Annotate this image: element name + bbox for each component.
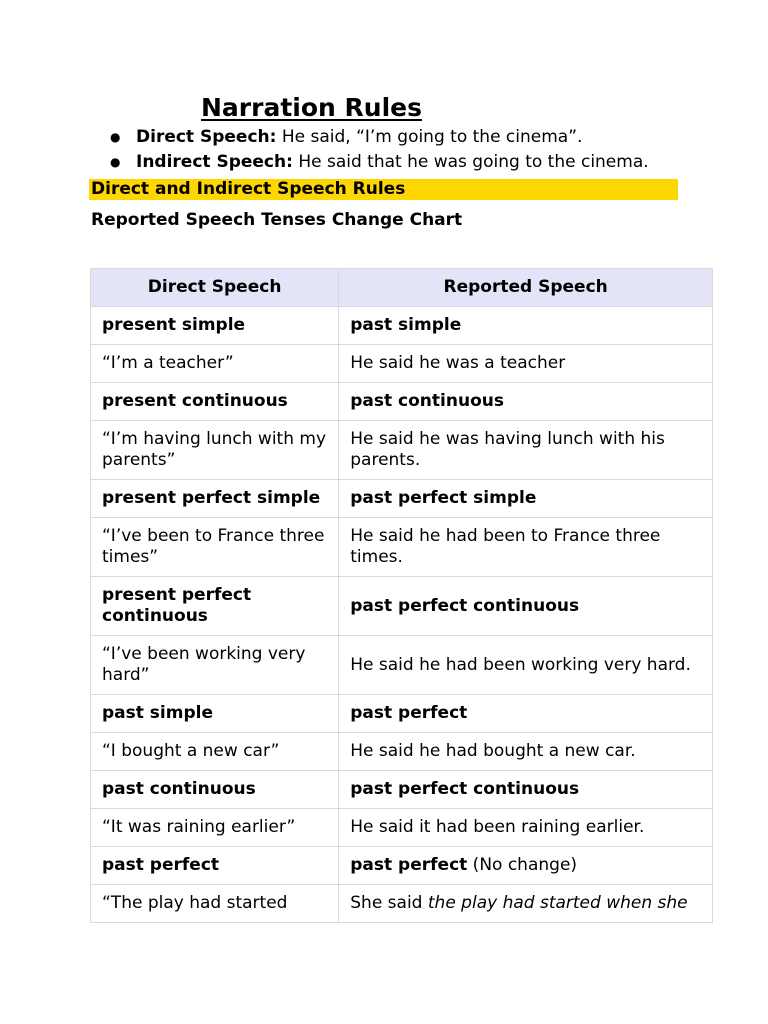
table-row — [91, 636, 713, 695]
bullet-text: He said, “I’m going to the cinema”. — [276, 127, 583, 147]
tense-change-table — [90, 268, 713, 923]
table-cell: past perfect continuous — [339, 577, 713, 636]
table-cell: He said he had bought a new car. — [339, 733, 713, 771]
table-cell — [339, 885, 713, 923]
table-cell-bold-text: past perfect — [350, 855, 468, 875]
section-heading: Reported Speech Tenses Change Chart — [91, 210, 463, 230]
table-row — [91, 345, 713, 383]
definition-list — [110, 125, 649, 175]
table-cell: present perfect simple — [91, 480, 339, 518]
table-row — [91, 307, 713, 345]
table-cell: past perfect — [91, 847, 339, 885]
bullet-label: Indirect Speech: — [136, 152, 293, 172]
table-row — [91, 885, 713, 923]
table-cell: He said it had been raining earlier. — [339, 809, 713, 847]
table-cell: present perfect continuous — [91, 577, 339, 636]
table-cell: “I’ve been to France three times” — [91, 518, 339, 577]
table-row — [91, 383, 713, 421]
column-header-reported: Reported Speech — [339, 269, 713, 307]
table-header-row — [91, 269, 713, 307]
table-row — [91, 695, 713, 733]
table-row — [91, 809, 713, 847]
table-cell-italic-text: the play had started when she — [422, 893, 688, 913]
table-cell: past simple — [91, 695, 339, 733]
table-cell: “The play had started — [91, 885, 339, 923]
table-cell: He said he had been to France three times. — [339, 518, 713, 577]
table-cell: “It was raining earlier” — [91, 809, 339, 847]
list-item — [110, 150, 649, 175]
bullet-icon: ● — [110, 130, 121, 144]
table-row — [91, 771, 713, 809]
table-row — [91, 733, 713, 771]
table-row — [91, 577, 713, 636]
table-row — [91, 847, 713, 885]
table-cell: past simple — [339, 307, 713, 345]
table-cell-note: (No change) — [467, 855, 578, 875]
table-cell-text: She said — [350, 893, 423, 913]
page-title: Narration Rules — [201, 93, 422, 122]
table-cell: “I’m a teacher” — [91, 345, 339, 383]
table-cell: He said he was having lunch with his parents. — [339, 421, 713, 480]
bullet-label: Direct Speech: — [136, 127, 277, 147]
highlighted-heading: Direct and Indirect Speech Rules — [89, 179, 678, 200]
table-cell: He said he had been working very hard. — [339, 636, 713, 695]
table-cell: past continuous — [339, 383, 713, 421]
table-row — [91, 421, 713, 480]
table-cell: “I’ve been working very hard” — [91, 636, 339, 695]
table-row — [91, 480, 713, 518]
column-header-direct: Direct Speech — [91, 269, 339, 307]
table-cell: He said he was a teacher — [339, 345, 713, 383]
bullet-icon: ● — [110, 155, 121, 169]
table-cell: present continuous — [91, 383, 339, 421]
table-cell: past continuous — [91, 771, 339, 809]
table-cell: past perfect continuous — [339, 771, 713, 809]
table-cell: present simple — [91, 307, 339, 345]
table-cell: “I bought a new car” — [91, 733, 339, 771]
table-cell — [339, 847, 713, 885]
table-cell: “I’m having lunch with my parents” — [91, 421, 339, 480]
list-item — [110, 125, 649, 150]
table-cell: past perfect — [339, 695, 713, 733]
bullet-text: He said that he was going to the cinema. — [292, 152, 649, 172]
table-row — [91, 518, 713, 577]
table-cell: past perfect simple — [339, 480, 713, 518]
